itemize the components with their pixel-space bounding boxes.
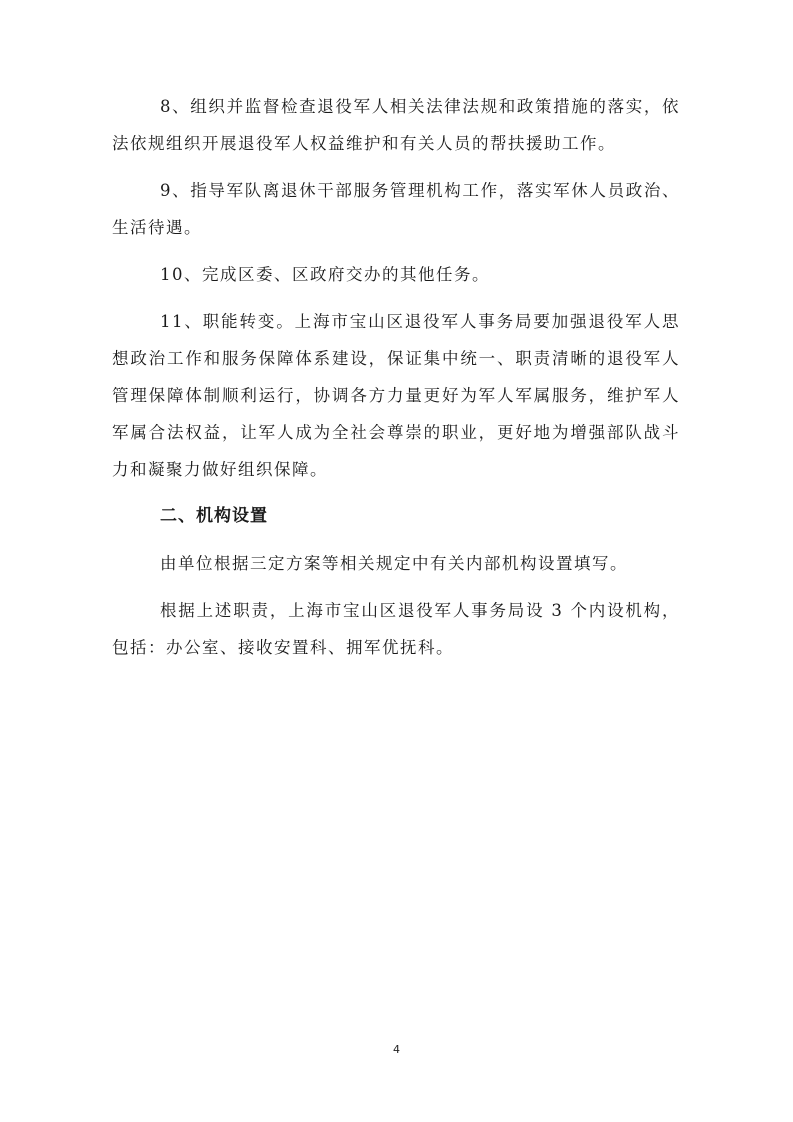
paragraph-item-11: 11、职能转变。上海市宝山区退役军人事务局要加强退役军人思想政治工作和服务保障体系建设，保证集中统一、职责清晰的退役军人管理保障体制顺利运行，协调各方力量更好为军人军属服务，维护军人军属合法权益，让军人成为全社会尊崇的职业，更好地为增强部队战斗力和凝聚力做好组织保障。 (112, 312, 680, 479)
page-number: 4 (393, 1043, 400, 1056)
section-heading: 二、机构设置 (160, 506, 268, 526)
paragraph-item-10: 10、完成区委、区政府交办的其他任务。 (160, 265, 490, 284)
section-paragraph-departments: 根据上述职责，上海市宝山区退役军人事务局设 3 个内设机构，包括：办公室、接收安置科、拥军优抚科。 (112, 601, 680, 657)
section-paragraph-fill-instruction: 由单位根据三定方案等相关规定中有关内部机构设置填写。 (160, 554, 628, 573)
paragraph-item-9: 9、指导军队离退休干部服务管理机构工作，落实军休人员政治、生活待遇。 (112, 181, 680, 237)
paragraph-item-8: 8、组织并监督检查退役军人相关法律法规和政策措施的落实，依法依规组织开展退役军人权益维护和有关人员的帮扶援助工作。 (112, 97, 680, 153)
document-body (112, 88, 680, 666)
